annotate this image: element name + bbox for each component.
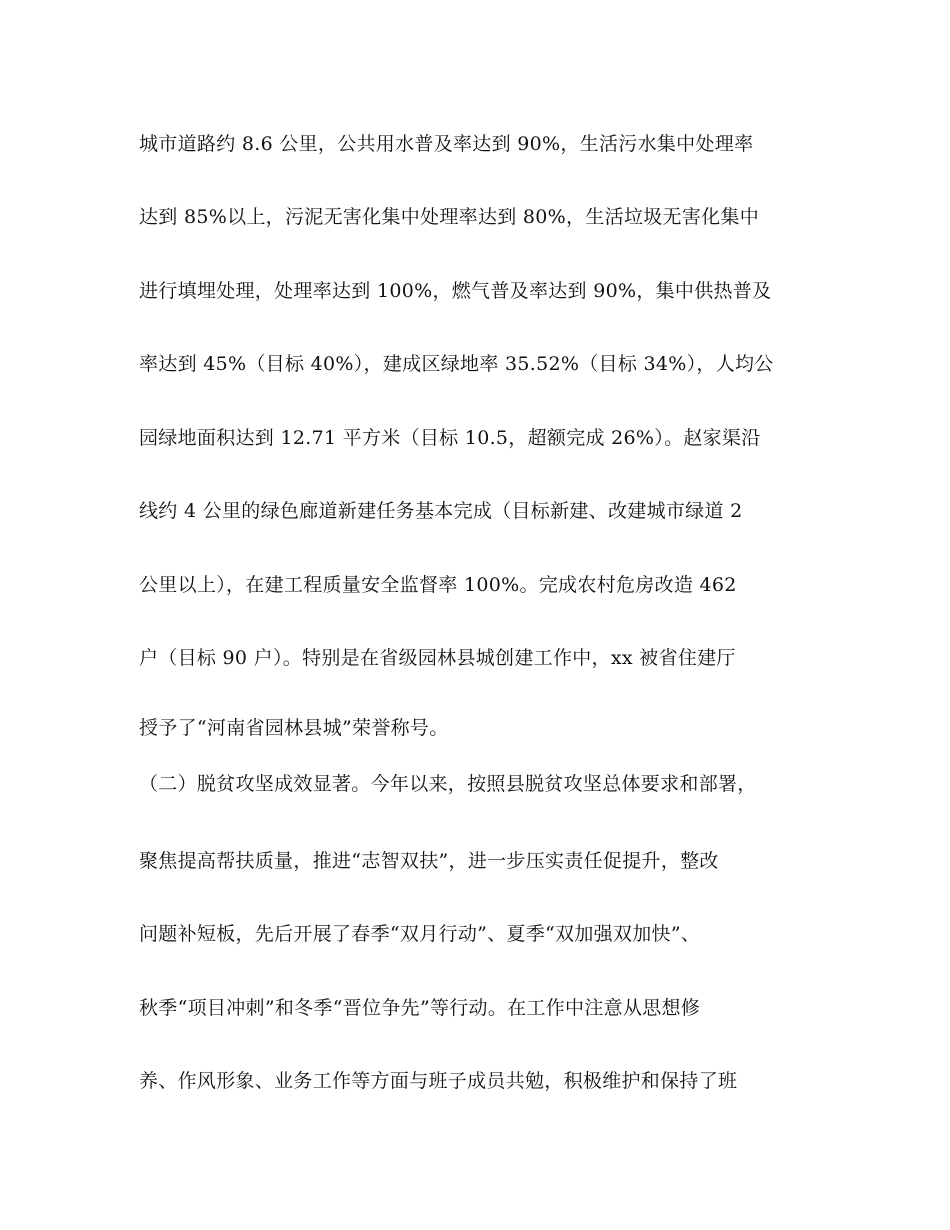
text-line-13: 秋季“项目冲刺”和冬季“晋位争先”等行动。在工作中注意从思想修 [139, 997, 701, 1019]
text-line-12: 问题补短板，先后开展了春季“双月行动”、夏季“双加强双加快”、 [139, 923, 701, 945]
text-line-9: 授予了“河南省园林县城”荣誉称号。 [139, 717, 449, 739]
text-line-11: 聚焦提高帮扶质量，推进“志智双扶”，进一步压实责任促提升，整改 [139, 850, 719, 872]
text-line-6: 线约 4 公里的绿色廊道新建任务基本完成（目标新建、改建城市绿道 2 [139, 500, 743, 522]
text-line-8: 户（目标 90 户）。特别是在省级园林县城创建工作中，xx 被省住建厅 [139, 647, 736, 669]
text-line-4: 率达到 45%（目标 40%），建成区绿地率 35.52%（目标 34%），人均公 [139, 353, 774, 375]
text-line-3: 进行填埋处理，处理率达到 100%，燃气普及率达到 90%，集中供热普及 [139, 280, 772, 302]
text-line-7: 公里以上），在建工程质量安全监督率 100%。完成农村危房改造 462 [139, 574, 737, 596]
text-line-2: 达到 85%以上，污泥无害化集中处理率达到 80%，生活垃圾无害化集中 [139, 206, 760, 228]
text-line-1: 城市道路约 8.6 公里，公共用水普及率达到 90%，生活污水集中处理率 [139, 133, 754, 155]
text-line-14: 养、作风形象、业务工作等方面与班子成员共勉，积极维护和保持了班 [139, 1070, 738, 1092]
text-line-5: 园绿地面积达到 12.71 平方米（目标 10.5，超额完成 26%）。赵家渠沿 [139, 427, 761, 449]
text-line-10: （二）脱贫攻坚成效显著。今年以来，按照县脱贫攻坚总体要求和部署， [139, 773, 757, 795]
